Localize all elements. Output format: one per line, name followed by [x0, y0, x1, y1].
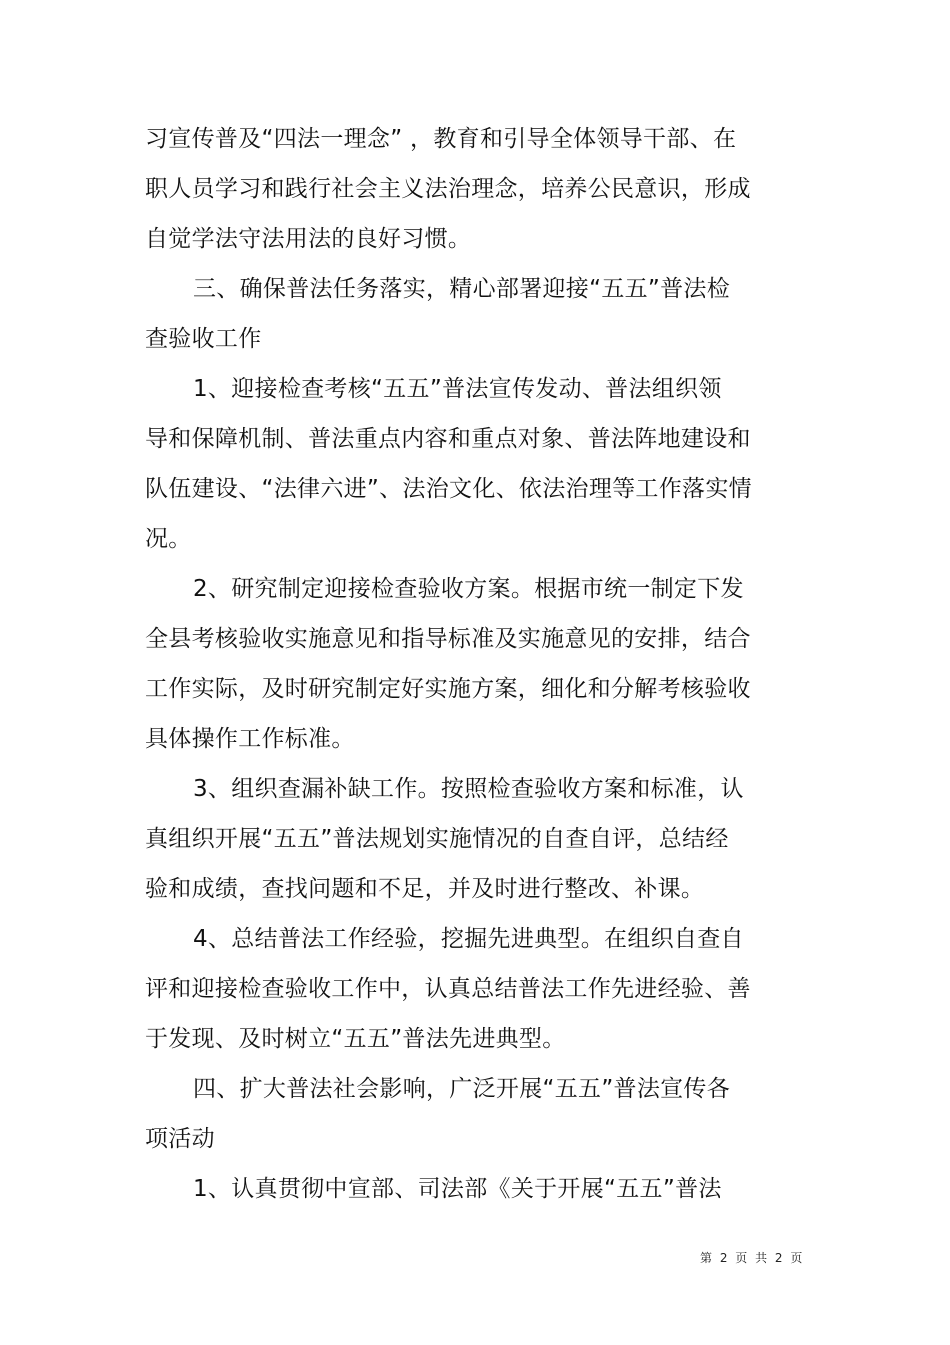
page-footer: 第 2 页 共 2 页 — [700, 1251, 805, 1265]
body-text-line: 习宣传普及“四法一理念” ，教育和引导全体领导干部、在 — [145, 126, 737, 152]
body-text-line: 况。 — [145, 526, 192, 552]
body-text-line: 具体操作工作标准。 — [145, 726, 355, 752]
body-text-line: 职人员学习和践行社会主义法治理念，培养公民意识，形成 — [145, 176, 751, 202]
section-heading-3: 三、确保普法任务落实，精心部署迎接“五五”普法检 — [193, 276, 731, 302]
body-text-line: 2、研究制定迎接检查验收方案。根据市统一制定下发 — [193, 576, 744, 602]
body-text-line: 验和成绩，查找问题和不足，并及时进行整改、补课。 — [145, 876, 705, 902]
body-text-line: 4、总结普法工作经验，挖掘先进典型。在组织自查自 — [193, 926, 744, 952]
body-text-line: 3、组织查漏补缺工作。按照检查验收方案和标准，认 — [193, 776, 744, 802]
body-text-line: 于发现、及时树立“五五”普法先进典型。 — [145, 1026, 566, 1052]
body-text-line: 自觉学法守法用法的良好习惯。 — [145, 226, 472, 252]
body-text-line: 队伍建设、“法律六进”、法治文化、依法治理等工作落实情 — [145, 476, 752, 502]
body-text-line: 评和迎接检查验收工作中，认真总结普法工作先进经验、善 — [145, 976, 751, 1002]
section-heading-4-cont: 项活动 — [145, 1126, 215, 1152]
section-heading-3-cont: 查验收工作 — [145, 326, 262, 352]
body-text-line: 1、迎接检查考核“五五”普法宣传发动、普法组织领 — [193, 376, 722, 402]
body-text-line: 导和保障机制、普法重点内容和重点对象、普法阵地建设和 — [145, 426, 751, 452]
body-text-line: 全县考核验收实施意见和指导标准及实施意见的安排，结合 — [145, 626, 751, 652]
section-heading-4: 四、扩大普法社会影响，广泛开展“五五”普法宣传各 — [193, 1076, 731, 1102]
body-text-line: 1、认真贯彻中宣部、司法部《关于开展“五五”普法 — [193, 1176, 722, 1202]
body-text-line: 工作实际，及时研究制定好实施方案，细化和分解考核验收 — [145, 676, 751, 702]
body-text-line: 真组织开展“五五”普法规划实施情况的自查自评，总结经 — [145, 826, 729, 852]
